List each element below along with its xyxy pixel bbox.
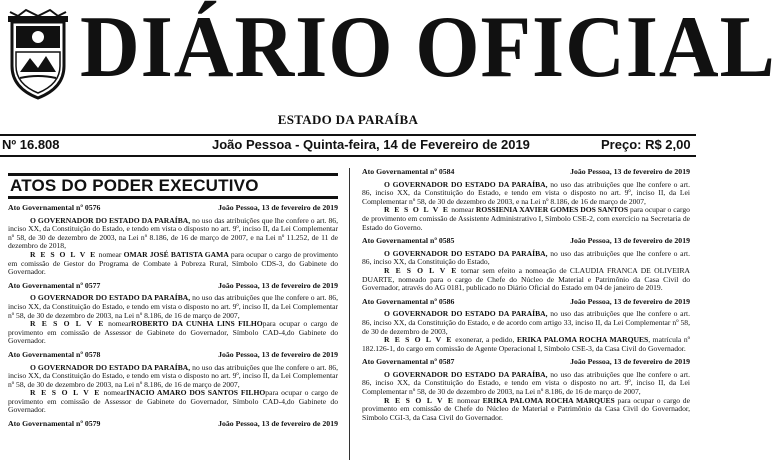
act-governor: O GOVERNADOR DO ESTADO DA PARAÍBA,	[30, 362, 191, 372]
act-body: no uso das atribuições que lhe confere o art. 86, inciso XX, da Constituição do Estado, e tendo em vista o disposto no art. 9º, inciso II, da Lei Complementar nº 58, de 30 de dezembro de 2003, na Lei nº 8.186, de 16 de março de 2007, e na Lei nº 11.252, de 11 de dezembro de 2018,	[8, 215, 338, 251]
act-body: para ocupar o cargo de provimento em comissão de Assessor de Gabinete do Governador, Símbolo CAD-4,do Gabinete do Governador.	[8, 388, 338, 415]
right-column	[362, 167, 691, 422]
act-body: para ocupar o cargo de provimento em comissão de Gestor do Programa de Combate à Pobreza Rural, Símbolo CDS-3, do Gabinete do Governador.	[8, 249, 338, 277]
act-label: Ato Governamental nº 0584	[362, 167, 455, 176]
column-divider	[349, 168, 350, 460]
act-label: Ato Governamental nº 0577	[8, 280, 101, 290]
act-resolve: R E S O L V E	[30, 319, 105, 329]
act-resolve: R E S O L V E	[384, 205, 450, 215]
act-resolve: R E S O L V E	[384, 395, 455, 405]
act-body: nomear	[100, 388, 127, 398]
act-date: João Pessoa, 13 de fevereiro de 2019	[570, 236, 690, 246]
act-0584	[362, 168, 690, 232]
act-date: João Pessoa, 13 de fevereiro de 2019	[218, 349, 338, 359]
act-person-name: INACIO AMARO DOS SANTOS FILHO	[126, 388, 266, 398]
act-governor: O GOVERNADOR DO ESTADO DA PARAÍBA,	[30, 293, 191, 303]
act-resolve: R E S O L V E	[30, 249, 97, 259]
act-date: João Pessoa, 13 de fevereiro de 2019	[218, 280, 338, 290]
act-0586	[362, 298, 690, 354]
paraiba-coat-of-arms-icon	[6, 8, 70, 100]
act-0576	[8, 204, 338, 277]
act-person-name: ERIKA PALOMA ROCHA MARQUES	[482, 395, 615, 405]
act-body: , matrícula nº 182.126-1, do cargo em comissão de Agente Operacional I, Símbolo CSE-3, da Casa Civil do Governador.	[362, 335, 690, 353]
act-person-name: ROBERTO DA CUNHA LINS FILHO	[130, 319, 263, 329]
act-person-name: ERIKA PALOMA ROCHA MARQUES	[516, 335, 649, 345]
act-label: Ato Governamental nº 0585	[362, 236, 455, 246]
issue-price: Preço: R$ 2,00	[601, 137, 691, 152]
act-governor: O GOVERNADOR DO ESTADO DA PARAÍBA,	[30, 215, 191, 225]
act-label: Ato Governamental nº 0579	[8, 419, 101, 429]
act-body: para ocupar o cargo de provimento em comissão de Chefe do Núcleo de Material e Patrimônio da Casa Civil do Governador, Símbolo CGI-3, da Casa Civil do Governador.	[362, 395, 690, 422]
act-0585	[362, 237, 690, 293]
issue-info-bar	[0, 136, 696, 154]
act-body: nomear	[96, 249, 124, 259]
act-body: exonerar, a pedido,	[452, 335, 517, 345]
act-person-name: ROSSIENIA XAVIER GOMES DOS SANTOS	[475, 205, 629, 215]
state-name: ESTADO DA PARAÍBA	[277, 112, 419, 127]
act-date: João Pessoa, 13 de fevereiro de 2019	[570, 167, 690, 176]
act-label: Ato Governamental nº 0587	[362, 357, 455, 367]
act-governor: O GOVERNADOR DO ESTADO DA PARAÍBA,	[384, 248, 548, 258]
act-body: nomear	[104, 319, 131, 329]
act-0578	[8, 351, 338, 415]
act-body: no uso das atribuições que lhe confere o art. 86, inciso XX, da Constituição do Estado, e tendo em vista o disposto no art. 9º, inciso II, da Lei Complementar nº 58, de 30 de dezembro de 2003, na Lei nº 8.186, de 16 de março de 2007,	[8, 362, 338, 389]
act-label: Ato Governamental nº 0576	[8, 203, 101, 212]
act-date: João Pessoa, 13 de fevereiro de 2019	[218, 419, 338, 429]
issue-date: João Pessoa - Quinta-feira, 14 de Fevereiro de 2019	[212, 137, 530, 152]
act-person-name: OMAR JOSÉ BATISTA GAMA	[123, 249, 229, 259]
act-date: João Pessoa, 13 de fevereiro de 2019	[570, 296, 690, 306]
act-label: Ato Governamental nº 0586	[362, 296, 455, 306]
act-0577	[8, 282, 338, 346]
act-resolve: R E S O L V E	[30, 388, 101, 398]
newspaper-title: DIÁRIO OFICIAL	[80, 0, 776, 96]
act-body: para ocupar o cargo de provimento em comissão de Assessor de Gabinete do Governador, Símbolo CAD-4,do Gabinete do Governador.	[8, 319, 339, 346]
act-body: no uso das atribuições que lhe confere o art. 86, inciso XX, da Constituição do Estado, e tendo em vista o disposto no art. 9º, inciso II, da Lei Complementar nº 58, de 30 de dezembro de 2003, na Lei nº 8.186, de 16 de março de 2007,	[362, 369, 691, 397]
act-0587	[362, 358, 690, 422]
act-body: para ocupar o cargo de provimento em comissão de Assistente Administrativo I, Símbolo CSE-2, com exercício na Secretaria de Estado do Governo.	[362, 205, 690, 232]
act-governor: O GOVERNADOR DO ESTADO DA PARAÍBA,	[384, 309, 548, 319]
issue-number: Nº 16.808	[2, 137, 60, 152]
act-body: nomear	[454, 395, 483, 405]
act-resolve: R E S O L V E	[384, 265, 458, 275]
act-governor: O GOVERNADOR DO ESTADO DA PARAÍBA,	[384, 179, 548, 189]
act-0579	[8, 420, 338, 429]
bottom-rule	[0, 155, 696, 157]
act-body: nomear	[449, 205, 476, 215]
act-label: Ato Governamental nº 0578	[8, 349, 101, 359]
act-body: no uso das atribuições que lhe confere o art. 86, inciso XX, da Constituição do Estado, e tendo em vista o disposto no art. 9º, inciso II, da Lei Complementar nº 58, de 30 de dezembro de 2003, e na Lei nº 8.186, de 16 de março de 2007,	[362, 179, 691, 206]
act-body: no uso das atribuições que lhe confere o art. 86, inciso XX, da Constituição do Estado, e de acordo com artigo 33, inciso II, da Lei Complementar nº 58, de 30 de dezembro de 2003,	[362, 309, 691, 336]
left-column	[8, 171, 338, 433]
act-body: no uso das atribuições que lhe confere o art. 86, inciso XX, da Constituição do Estado,	[362, 248, 691, 267]
act-resolve: R E S O L V E	[384, 335, 453, 345]
act-body: tornar sem efeito a nomeação de CLAUDIA FRANCA DE OLIVEIRA DUARTE, nomeado para o cargo de Chefe do Núcleo de Material e Patrimônio da Casa Civil do Governador, através do AG 0181, publicado no Diário Oficial do Estado em 04 de janeiro de 2019.	[362, 265, 690, 293]
section-title: ATOS DO PODER EXECUTIVO	[8, 173, 338, 199]
act-date: João Pessoa, 13 de fevereiro de 2019	[218, 203, 338, 212]
act-governor: O GOVERNADOR DO ESTADO DA PARAÍBA,	[384, 369, 548, 379]
masthead	[0, 0, 776, 135]
act-body: no uso das atribuições que lhe confere o art. 86, inciso XX, da Constituição do Estado, e tendo em vista o disposto no art. 9º, inciso II, da Lei Complementar nº 58, de 30 de dezembro de 2003, na Lei nº 8.186, de 16 de março de 2007,	[8, 293, 338, 320]
act-date: João Pessoa, 13 de fevereiro de 2019	[570, 357, 690, 367]
